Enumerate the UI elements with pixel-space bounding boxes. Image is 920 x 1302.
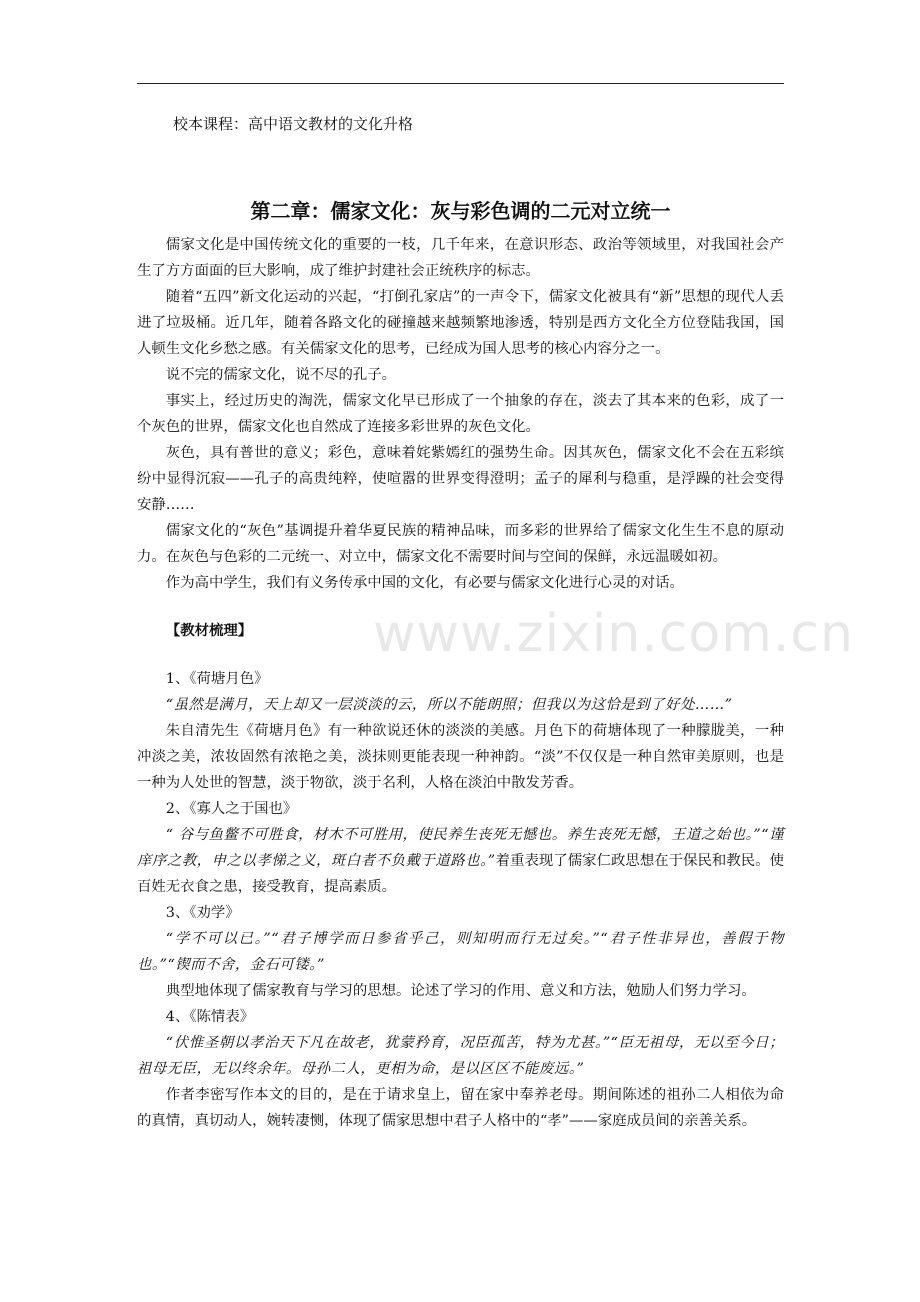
intro-paragraph: 灰色，具有普世的意义；彩色，意味着姹紫嫣红的强势生命。因其灰色，儒家文化不会在五彩缤纷中显得沉寂——孔子的高贵纯粹，使喧嚣的世界变得澄明；孟子的犀利与稳重，是浮躁的社会变得安静…… <box>137 445 784 513</box>
running-header: 校本课程：高中语文教材的文化升格 <box>173 115 414 133</box>
item-quote: “伏惟圣朝以孝治天下凡在故老，犹蒙矜育，况臣孤苦，特为尤甚。”“臣无祖母，无以至今日；祖母无臣，无以终余年。母孙二人，更相为命，是以区区不能废远。” <box>137 1035 784 1077</box>
item-quote-with-text <box>137 822 784 900</box>
intro-paragraph: 事实上，经过历史的淘洗，儒家文化早已形成了一个抽象的存在，淡去了其本来的色彩，成了一个灰色的世界，儒家文化也自然成了连接多彩世界的灰色文化。 <box>137 393 784 435</box>
intro-paragraph: 随着“五四”新文化运动的兴起，“打倒孔家店”的一声令下，儒家文化被具有“新”思想的现代人丢进了垃圾桶。近几年，随着各路文化的碰撞越来越频繁地渗透，特别是西方文化全方位登陆我国，国人顿生文化乡愁之感。有关儒家文化的思考，已经成为国人思考的核心内容分之一。 <box>137 289 784 357</box>
section-label: 【教材梳理】 <box>165 622 253 639</box>
item-heading: 1、《荷塘月色》 <box>165 671 269 687</box>
watermark: www.zixin.com.cn <box>373 604 854 664</box>
chapter-title: 第二章：儒家文化：灰与彩色调的二元对立统一 <box>250 199 671 223</box>
intro-paragraph: 儒家文化的“灰色”基调提升着华夏民族的精神品味，而多彩的世界给了儒家文化生生不息的原动力。在灰色与色彩的二元统一、对立中，儒家文化不需要时间与空间的保鲜，永远温暖如初。 <box>137 523 784 565</box>
document-page <box>137 0 854 1302</box>
item-text: 典型地体现了儒家教育与学习的思想。论述了学习的作用、意义和方法，勉励人们努力学习。 <box>165 983 756 999</box>
document-body <box>137 232 784 1134</box>
item-quote: “学不可以已。”“君子博学而日参省乎己，则知明而行无过矣。”“君子性非异也，善假于物也。”“锲而不舍，金石可镂。” <box>137 931 784 973</box>
intro-paragraph: 说不完的儒家文化，说不尽的孔子。 <box>165 367 397 383</box>
item-text: 朱自清先生《荷塘月色》有一种欲说还休的淡淡的美感。月色下的荷塘体现了一种朦胧美，一种冲淡之美，浓妆固然有浓艳之美，淡抹则更能表现一种神韵。“淡”不仅仅是一种自然审美原则，也是一种为人处世的智慧，淡于物欲，淡于名利，人格在淡泊中散发芳香。 <box>137 723 784 791</box>
item-quote: “ 谷与鱼鳖不可胜食，材木不可胜用，使民养生丧死无憾也。养生丧死无憾，王道之始也。”“谨庠序之教，申之以孝悌之义，斑白者不负戴于道路也。” <box>137 827 784 869</box>
intro-paragraph: 儒家文化是中国传统文化的重要的一枝，几千年来，在意识形态、政治等领域里，对我国社会产生了方方面面的巨大影响，成了维护封建社会正统秩序的标志。 <box>137 237 784 279</box>
item-heading: 3、《劝学》 <box>165 905 240 921</box>
intro-paragraph: 作为高中学生，我们有义务传承中国的文化，有必要与儒家文化进行心灵的对话。 <box>165 575 684 591</box>
item-heading: 2、《寡人之于国也》 <box>165 801 298 817</box>
item-text: 作者李密写作本文的目的，是在于请求皇上，留在家中奉养老母。期间陈述的祖孙二人相依为命的真情，真切动人，婉转凄恻，体现了儒家思想中君子人格中的“孝”——家庭成员间的亲善关系。 <box>137 1087 784 1129</box>
header-rule <box>137 83 784 84</box>
item-heading: 4、《陈情表》 <box>165 1009 255 1025</box>
item-text: 着重表现了儒家仁政思想在于保民和教民。使百姓无衣食之患，接受教育，提高素质。 <box>137 853 784 895</box>
item-quote: “虽然是满月，天上却又一层淡淡的云，所以不能朗照；但我以为这恰是到了好处……” <box>165 697 733 713</box>
